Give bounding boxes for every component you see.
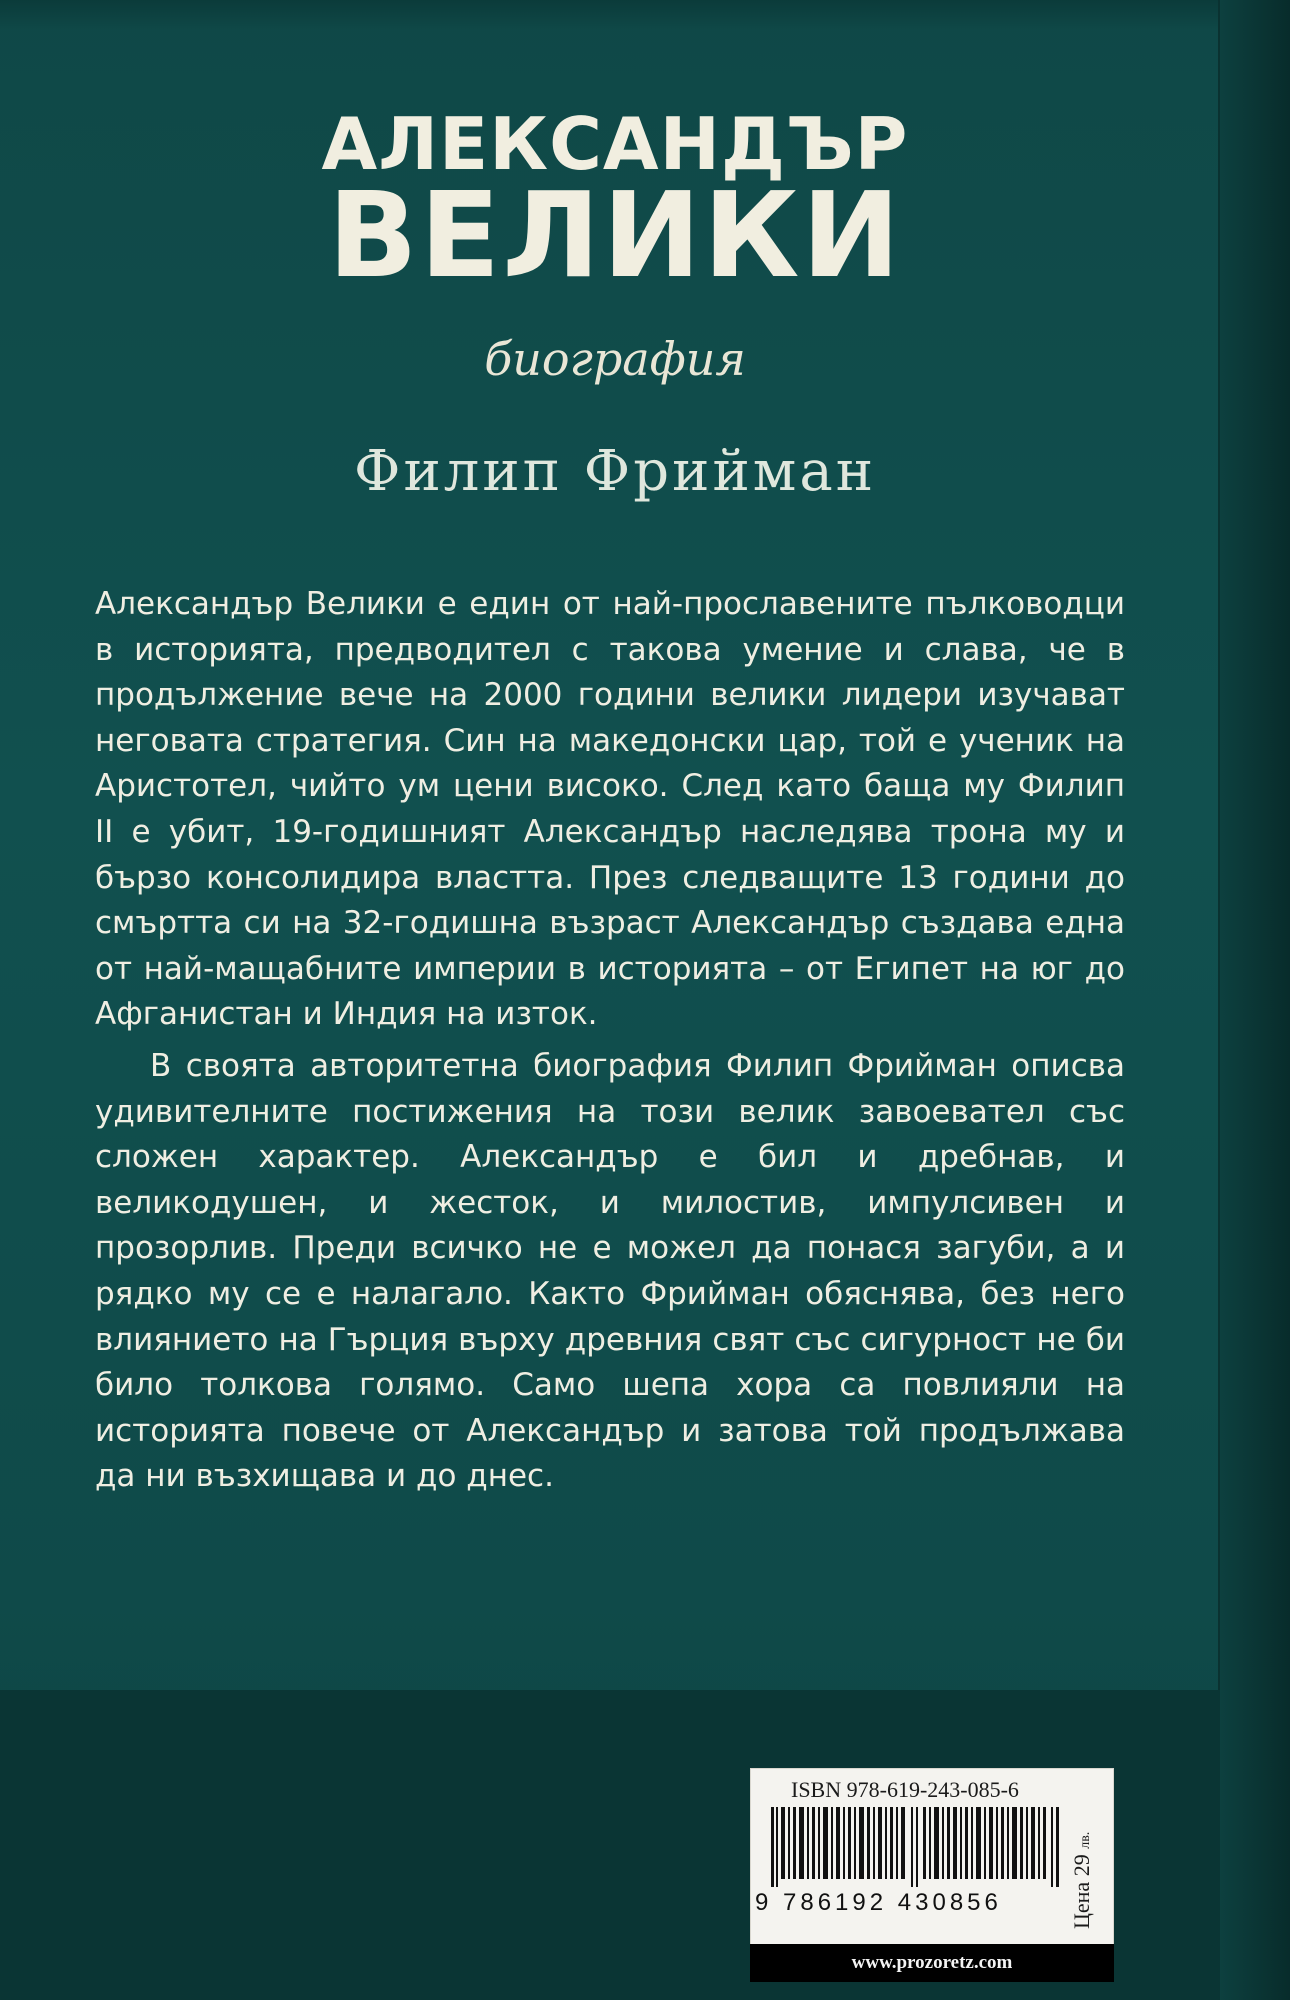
subtitle: биография <box>484 332 746 386</box>
barcode-label <box>750 1768 1114 1946</box>
price-value: Цена 29 <box>1069 1854 1094 1929</box>
title-line-2: ВЕЛИКИ <box>327 166 903 304</box>
spine-edge <box>1218 0 1290 2000</box>
isbn-text: ISBN 978-619-243-085-6 <box>791 1777 1019 1802</box>
title-line-1: АЛЕКСАНДЪР <box>321 102 909 186</box>
publisher-website: www.prozoretz.com <box>750 1944 1114 1982</box>
blurb <box>95 582 1125 1500</box>
barcode-digits: 9 786192 430856 <box>755 1889 1002 1916</box>
author-name: Филип Фрийман <box>353 439 877 504</box>
barcode-icon <box>771 1807 1063 1887</box>
top-shadow <box>0 0 1290 30</box>
blurb-paragraph-1: Александър Велики е един от най-прославените пълководци в историята, предводител с такова умение и слава, че в продължение вече на 2000 години велики лидери изучават неговата стратегия. Син на македонски цар, той е ученик на Аристотел, чийто ум цени високо. След като баща му Филип II е убит, 19-годишният Александър наследява трона му и бързо консолидира властта. През следващите 13 години до смъртта си на 32-годишна възраст Александър създава една от най-мащабните империи в историята – от Египет на юг до Афганистан и Индия на изток. <box>95 586 1125 1033</box>
price-label <box>1069 1759 1095 1929</box>
blurb-paragraph-2: В своята авторитетна биография Филип Фрийман описва удивителните постижения на този велик завоевател със сложен характер. Александър е бил и дребнав, и великодушен, и жесток, и милостив, импулсивен и прозорлив. Преди всичко не е можел да понася загуби, а и рядко му се е налагало. Както Фрийман обяснява, без него влиянието на Гърция върху древния свят със сигурност не би било толкова голямо. Само шепа хора са повлияли на историята повече от Александър и затова той продължава да ни възхищава и до днес. <box>95 1047 1125 1495</box>
price-unit: лв. <box>1078 1831 1093 1849</box>
